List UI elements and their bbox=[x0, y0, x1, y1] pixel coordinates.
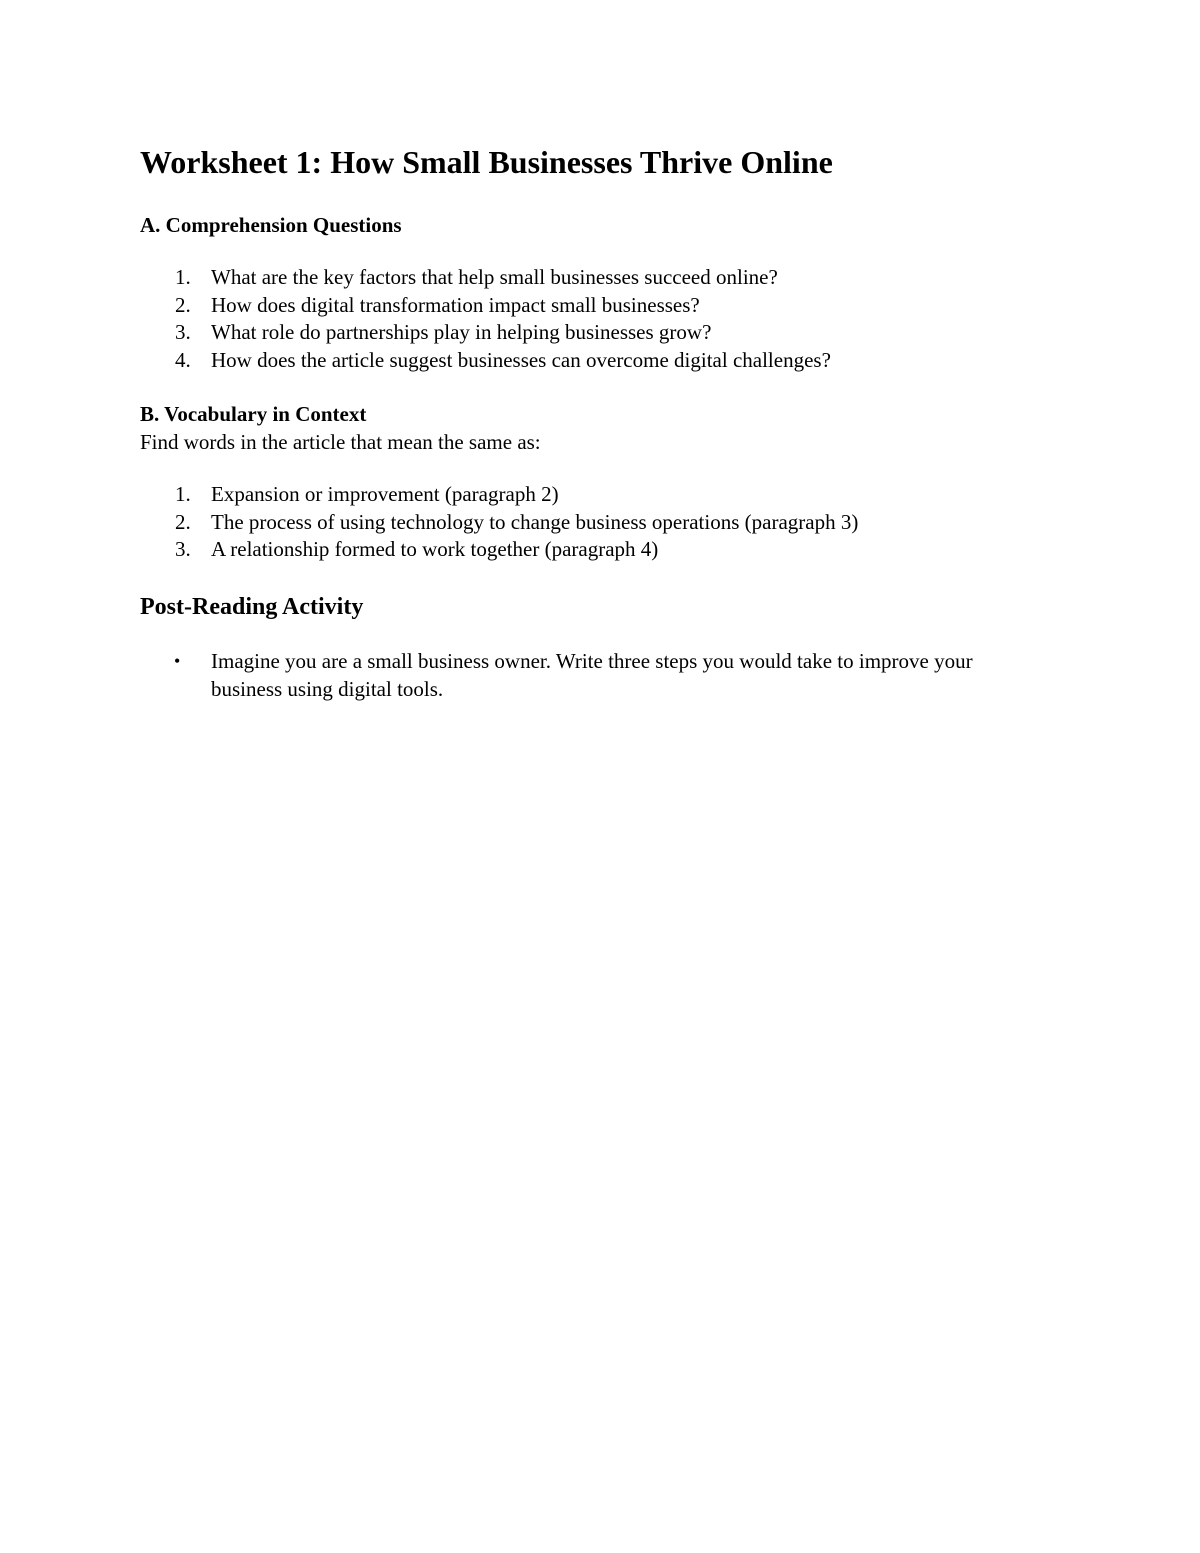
section-b-heading: B. Vocabulary in Context bbox=[140, 402, 367, 426]
item-text: How does digital transformation impact small businesses? bbox=[211, 292, 700, 317]
item-text: A relationship formed to work together (paragraph 4) bbox=[211, 537, 659, 561]
item-number: 4. bbox=[175, 347, 191, 372]
list-item bbox=[140, 481, 858, 509]
list-item bbox=[140, 319, 831, 347]
post-reading-heading: Post-Reading Activity bbox=[140, 594, 364, 620]
list-item bbox=[140, 292, 831, 320]
list-item bbox=[140, 648, 1041, 703]
page-title: Worksheet 1: How Small Businesses Thrive Online bbox=[140, 144, 833, 180]
item-number: 2. bbox=[175, 509, 191, 534]
bullet-icon: • bbox=[174, 651, 181, 671]
list-item bbox=[140, 536, 858, 564]
item-text: Expansion or improvement (paragraph 2) bbox=[211, 482, 559, 506]
item-text: What role do partnerships play in helping businesses grow? bbox=[211, 320, 712, 344]
section-a-heading: A. Comprehension Questions bbox=[140, 213, 402, 237]
vocabulary-list bbox=[140, 481, 858, 564]
comprehension-questions-list bbox=[140, 264, 831, 374]
item-text: How does the article suggest businesses can overcome digital challenges? bbox=[211, 347, 831, 372]
item-number: 3. bbox=[175, 537, 191, 561]
item-text: The process of using technology to change business operations (paragraph 3) bbox=[211, 509, 859, 534]
section-b-intro: Find words in the article that mean the same as: bbox=[140, 430, 541, 454]
list-item bbox=[140, 509, 858, 537]
list-item bbox=[140, 264, 831, 292]
list-item bbox=[140, 347, 831, 375]
item-text: What are the key factors that help small businesses succeed online? bbox=[211, 265, 778, 289]
item-text: Imagine you are a small business owner. Write three steps you would take to improve your business using digital tools. bbox=[211, 649, 973, 701]
item-number: 1. bbox=[175, 265, 191, 289]
item-number: 2. bbox=[175, 292, 191, 317]
item-number: 3. bbox=[175, 320, 191, 344]
item-number: 1. bbox=[175, 482, 191, 506]
post-reading-list bbox=[140, 648, 1041, 703]
